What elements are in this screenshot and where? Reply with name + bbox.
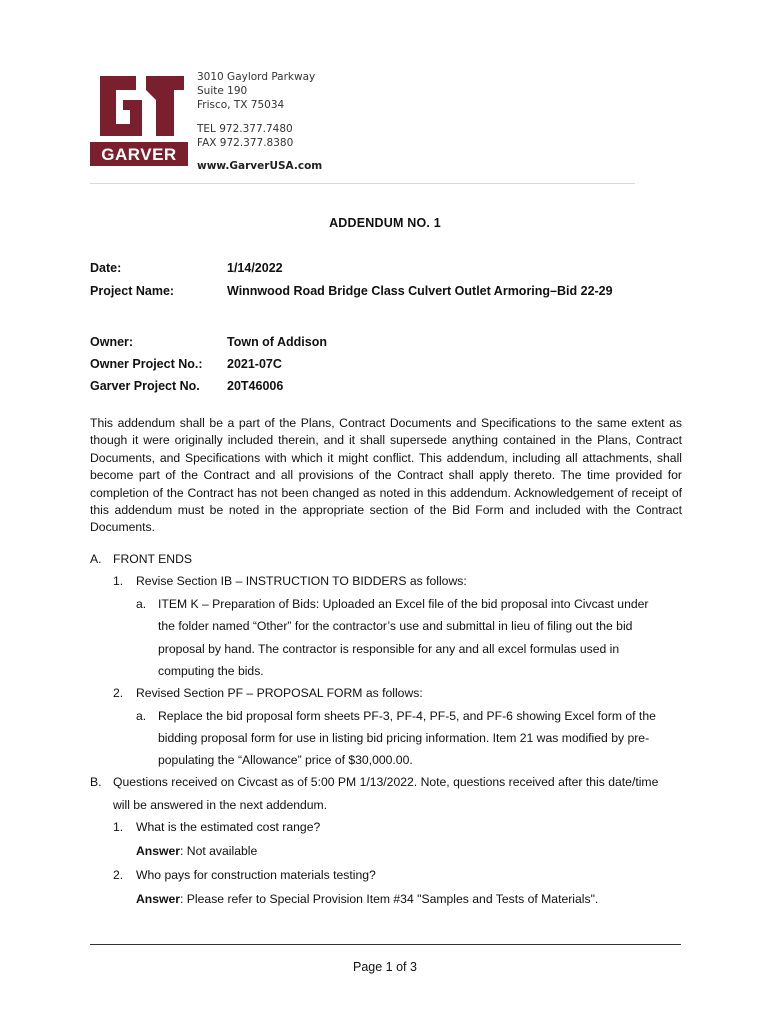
subitem-line: the folder named “Other” for the contractor’s use and submittal in lieu of filing out the bid xyxy=(158,619,633,633)
page-number: Page 1 of 3 xyxy=(353,960,417,974)
project-value: Winnwood Road Bridge Class Culvert Outlet Armoring–Bid 22-29 xyxy=(227,284,613,298)
item-text: Revised Section PF – PROPOSAL FORM as follows: xyxy=(136,686,423,700)
question-text: What is the estimated cost range? xyxy=(136,820,321,834)
header-divider xyxy=(90,183,635,184)
subitem-line: Replace the bid proposal form sheets PF-3, PF-4, PF-5, and PF-6 showing Excel form of the xyxy=(158,709,656,723)
date-value: 1/14/2022 xyxy=(227,261,283,275)
answer-line xyxy=(136,843,257,859)
question-number: 1. xyxy=(113,820,124,834)
address-line: Frisco, TX 75034 xyxy=(197,99,285,111)
answer-label: Answer xyxy=(136,892,181,906)
question-text: Who pays for construction materials testing? xyxy=(136,868,376,882)
project-label: Project Name: xyxy=(90,284,175,298)
subitem-label: a. xyxy=(136,597,147,611)
section-b-line: Questions received on Civcast as of 5:00 PM 1/13/2022. Note, questions received after this date/time xyxy=(113,775,659,789)
answer-text: : Not available xyxy=(180,844,258,858)
item-text: Revise Section IB – INSTRUCTION TO BIDDERS as follows: xyxy=(136,574,467,588)
question-number: 2. xyxy=(113,868,124,882)
section-b-line: will be answered in the next addendum. xyxy=(113,798,328,812)
owner-project-label: Owner Project No.: xyxy=(90,357,203,371)
intro-paragraph: This addendum shall be a part of the Plans, Contract Documents and Specifications to the same extent as though it were originally included therein, and it shall supersede anything contained in the Plans, Contract Documents, and Specifications with which it might conflict. This addendum, including all attachments, shall become part of the Contract and all provisions of the Contract shall apply thereto. The time provided for completion of the Contract has not been changed as noted in this addendum. Acknowledgement of receipt of this addendum must be noted in the appropriate section of the Bid Form and included with the Contract Documents. xyxy=(90,416,682,535)
subitem-line: proposal by hand. The contractor is responsible for any and all excel formulas used in xyxy=(158,642,620,656)
address-line: 3010 Gaylord Parkway xyxy=(197,71,316,83)
subitem-line: ITEM K – Preparation of Bids: Uploaded an Excel file of the bid proposal into Civcast under xyxy=(158,597,649,611)
logo-wordmark: GARVER xyxy=(101,145,177,164)
website-link[interactable]: www.GarverUSA.com xyxy=(197,160,323,172)
answer-line xyxy=(136,891,598,907)
garver-logo xyxy=(90,70,188,166)
answer-label: Answer xyxy=(136,844,181,858)
fax: FAX 972.377.8380 xyxy=(197,137,294,149)
date-label: Date: xyxy=(90,261,122,275)
item-number: 2. xyxy=(113,686,124,700)
answer-text: : Please refer to Special Provision Item #34 "Samples and Tests of Materials". xyxy=(180,892,599,906)
owner-project-value: 2021-07C xyxy=(227,357,282,371)
subitem-line: bidding proposal form for use in listing bid pricing information. Item 21 was modified by pre- xyxy=(158,731,650,745)
subitem-line: populating the “Allowance” price of $30,000.00. xyxy=(158,753,413,767)
document-title: ADDENDUM NO. 1 xyxy=(329,216,441,230)
subitem-label: a. xyxy=(136,709,147,723)
owner-value: Town of Addison xyxy=(227,335,327,349)
item-number: 1. xyxy=(113,574,124,588)
subitem-line: computing the bids. xyxy=(158,664,264,678)
address-line: Suite 190 xyxy=(197,85,248,97)
garver-project-label: Garver Project No. xyxy=(90,379,200,393)
section-a-label: A. xyxy=(90,552,102,566)
letterhead-address xyxy=(197,70,322,173)
footer-divider xyxy=(90,944,681,945)
garver-project-value: 20T46006 xyxy=(227,379,284,393)
telephone: TEL 972.377.7480 xyxy=(197,123,293,135)
section-b-label: B. xyxy=(90,775,102,789)
owner-label: Owner: xyxy=(90,335,134,349)
section-a-title: FRONT ENDS xyxy=(113,552,192,566)
